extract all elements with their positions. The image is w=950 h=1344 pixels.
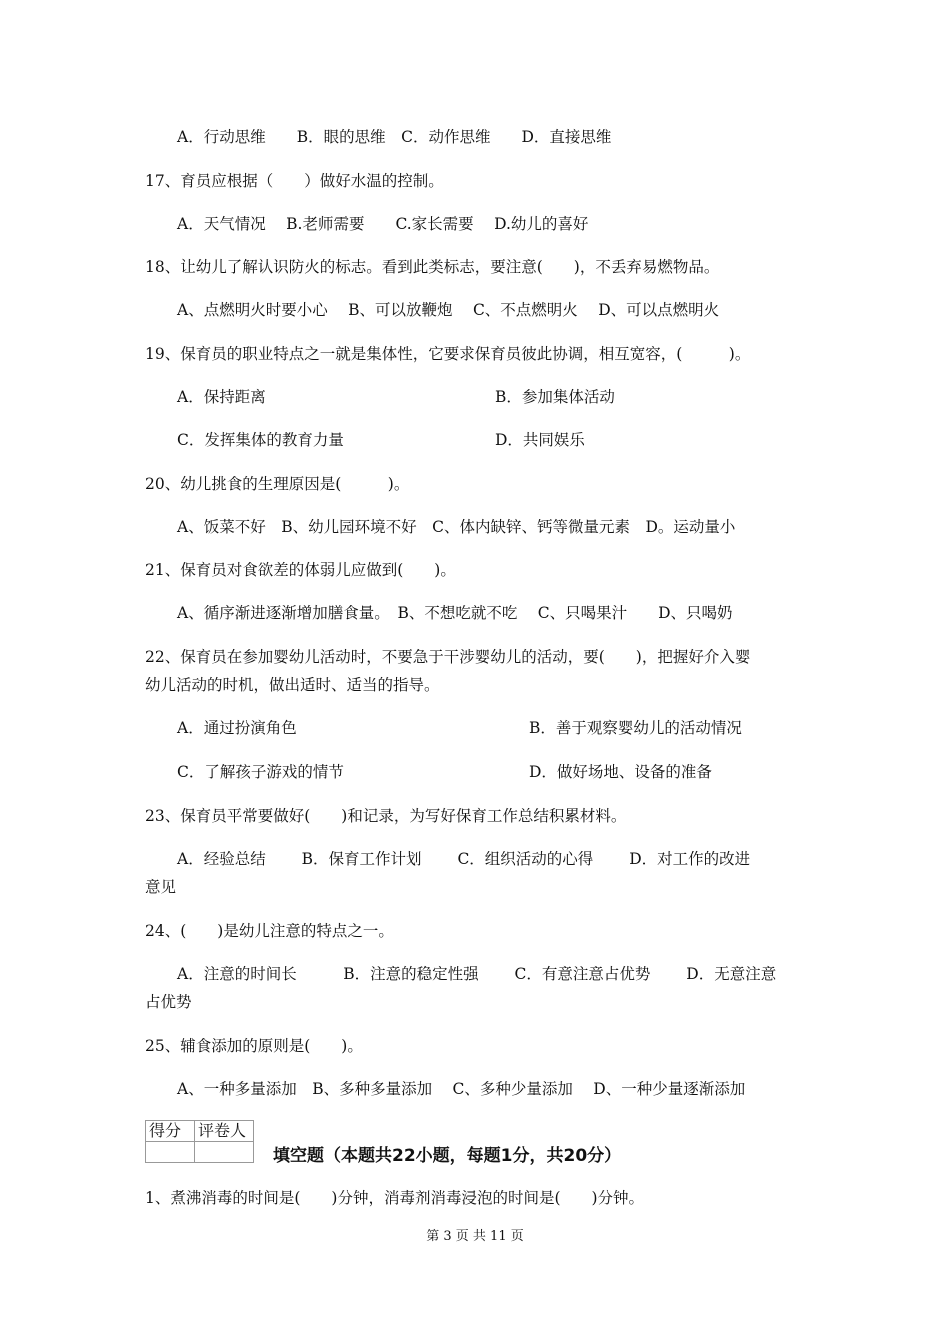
grader-label: 评卷人 (195, 1121, 254, 1142)
q21-options: A、循序渐进逐渐增加膳食量。 B、不想吃就不吃 C、只喝果汁 D、只喝奶 (177, 604, 733, 622)
section-title: 填空题（本题共22小题，每题1分，共20分） (273, 1146, 622, 1166)
q20-options: A、饭菜不好 B、幼儿园环境不好 C、体内缺锌、钙等微量元素 D。运动量小 (177, 518, 736, 536)
page-footer: 第 3 页 共 11 页 (426, 1229, 524, 1244)
q20-stem: 20、幼儿挑食的生理原因是( )。 (145, 475, 410, 493)
q21-stem: 21、保育员对食欲差的体弱儿应做到( )。 (145, 561, 456, 579)
q17-stem: 17、育员应根据（ ）做好水温的控制。 (145, 172, 444, 190)
q23-options-line2: 意见 (145, 878, 177, 896)
q17-options: A．天气情况 B.老师需要 C.家长需要 D.幼儿的喜好 (177, 215, 589, 233)
q16-options: A．行动思维 B．眼的思维 C．动作思维 D．直接思维 (177, 128, 612, 146)
q19-stem: 19、保育员的职业特点之一就是集体性，它要求保育员彼此协调，相互宽容，( )。 (145, 345, 751, 363)
q19-option-d: D．共同娱乐 (495, 431, 585, 449)
q22-option-a: A．通过扮演角色 (177, 719, 297, 737)
fill1-stem: 1、煮沸消毒的时间是( )分钟，消毒剂消毒浸泡的时间是( )分钟。 (145, 1189, 645, 1207)
q19-option-c: C．发挥集体的教育力量 (177, 431, 344, 449)
q18-stem: 18、让幼儿了解认识防火的标志。看到此类标志，要注意( )，不丢弃易燃物品。 (145, 258, 720, 276)
q25-options: A、一种多量添加 B、多种多量添加 C、多种少量添加 D、一种少量逐渐添加 (177, 1080, 746, 1098)
q25-stem: 25、辅食添加的原则是( )。 (145, 1037, 363, 1055)
score-label: 得分 (146, 1121, 195, 1142)
q24-options-line1: A．注意的时间长 B．注意的稳定性强 C．有意注意占优势 D．无意注意 (177, 965, 777, 983)
q23-stem: 23、保育员平常要做好( )和记录，为写好保育工作总结积累材料。 (145, 807, 627, 825)
q18-options: A、点燃明火时要小心 B、可以放鞭炮 C、不点燃明火 D、可以点燃明火 (177, 301, 720, 319)
q24-stem: 24、( )是幼儿注意的特点之一。 (145, 922, 394, 940)
score-cell (146, 1142, 195, 1163)
grader-cell (195, 1142, 254, 1163)
q19-option-a: A．保持距离 (177, 388, 266, 406)
q24-options-line2: 占优势 (145, 993, 192, 1011)
q22-option-c: C．了解孩子游戏的情节 (177, 763, 344, 781)
q22-option-b: B．善于观察婴幼儿的活动情况 (529, 719, 742, 737)
q22-option-d: D．做好场地、设备的准备 (529, 763, 712, 781)
q19-option-b: B．参加集体活动 (495, 388, 615, 406)
score-box (145, 1120, 254, 1163)
q22-stem-line2: 幼儿活动的时机，做出适时、适当的指导。 (145, 676, 440, 694)
q22-stem-line1: 22、保育员在参加婴幼儿活动时，不要急于干涉婴幼儿的活动，要( )，把握好介入婴 (145, 648, 751, 666)
q23-options-line1: A．经验总结 B．保育工作计划 C．组织活动的心得 D．对工作的改进 (177, 850, 751, 868)
